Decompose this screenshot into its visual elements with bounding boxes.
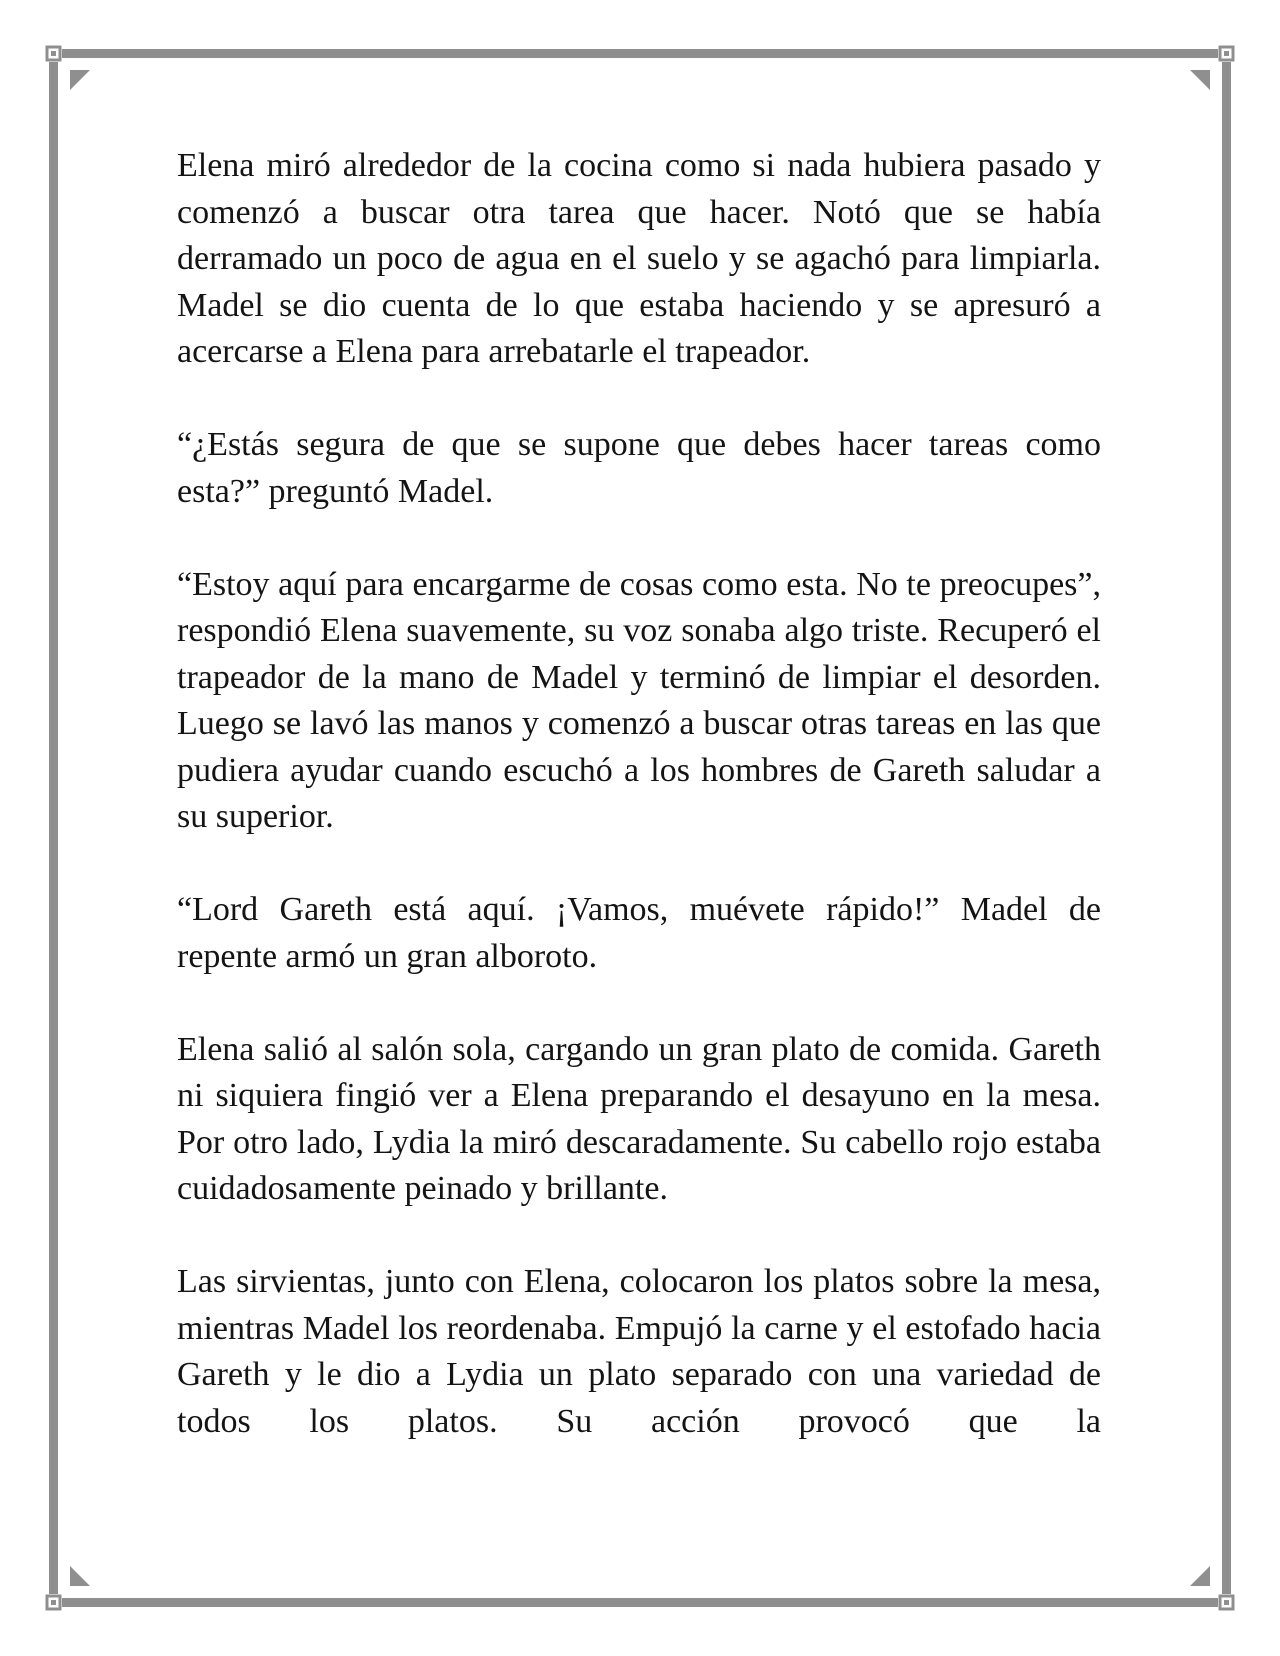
paragraph-1: Elena miró alrededor de la cocina como si nada hubiera pasado y comenzó a buscar otra tarea que hacer. Notó que se había derramado un poco de agua en el suelo y se agachó para limpiarla. Madel se dio cuenta de lo que estaba haciendo y se apresuró a acercarse a Elena para arrebatarle el trapeador. [177,147,1101,370]
paragraph-6: Las sirvientas, junto con Elena, colocaron los platos sobre la mesa, mientras Madel los reordenaba. Empujó la carne y el estofado hacia Gareth y le dio a Lydia un plato separado con una variedad de todos los platos. Su acción provocó que la [177,1263,1101,1440]
document-body [177,143,1101,1445]
paragraph-3: “Estoy aquí para encargarme de cosas como esta. No te preocupes”, respondió Elena suavemente, su voz sonaba algo triste. Recuperó el trapeador de la mano de Madel y terminó de limpiar el desorden. Luego se lavó las manos y comenzó a buscar otras tareas en las que pudiera ayudar cuando escuchó a los hombres de Gareth saludar a su superior. [177,565,1101,835]
paragraph-2: “¿Estás segura de que se supone que debes hacer tareas como esta?” preguntó Madel. [177,426,1101,510]
paragraph-5: Elena salió al salón sola, cargando un gran plato de comida. Gareth ni siquiera fingió ver a Elena preparando el desayuno en la mesa. Por otro lado, Lydia la miró descaradamente. Su cabello rojo estaba cuidadosamente peinado y brillante. [177,1030,1101,1207]
paragraph-4: “Lord Gareth está aquí. ¡Vamos, muévete rápido!” Madel de repente armó un gran alboroto. [177,891,1101,975]
